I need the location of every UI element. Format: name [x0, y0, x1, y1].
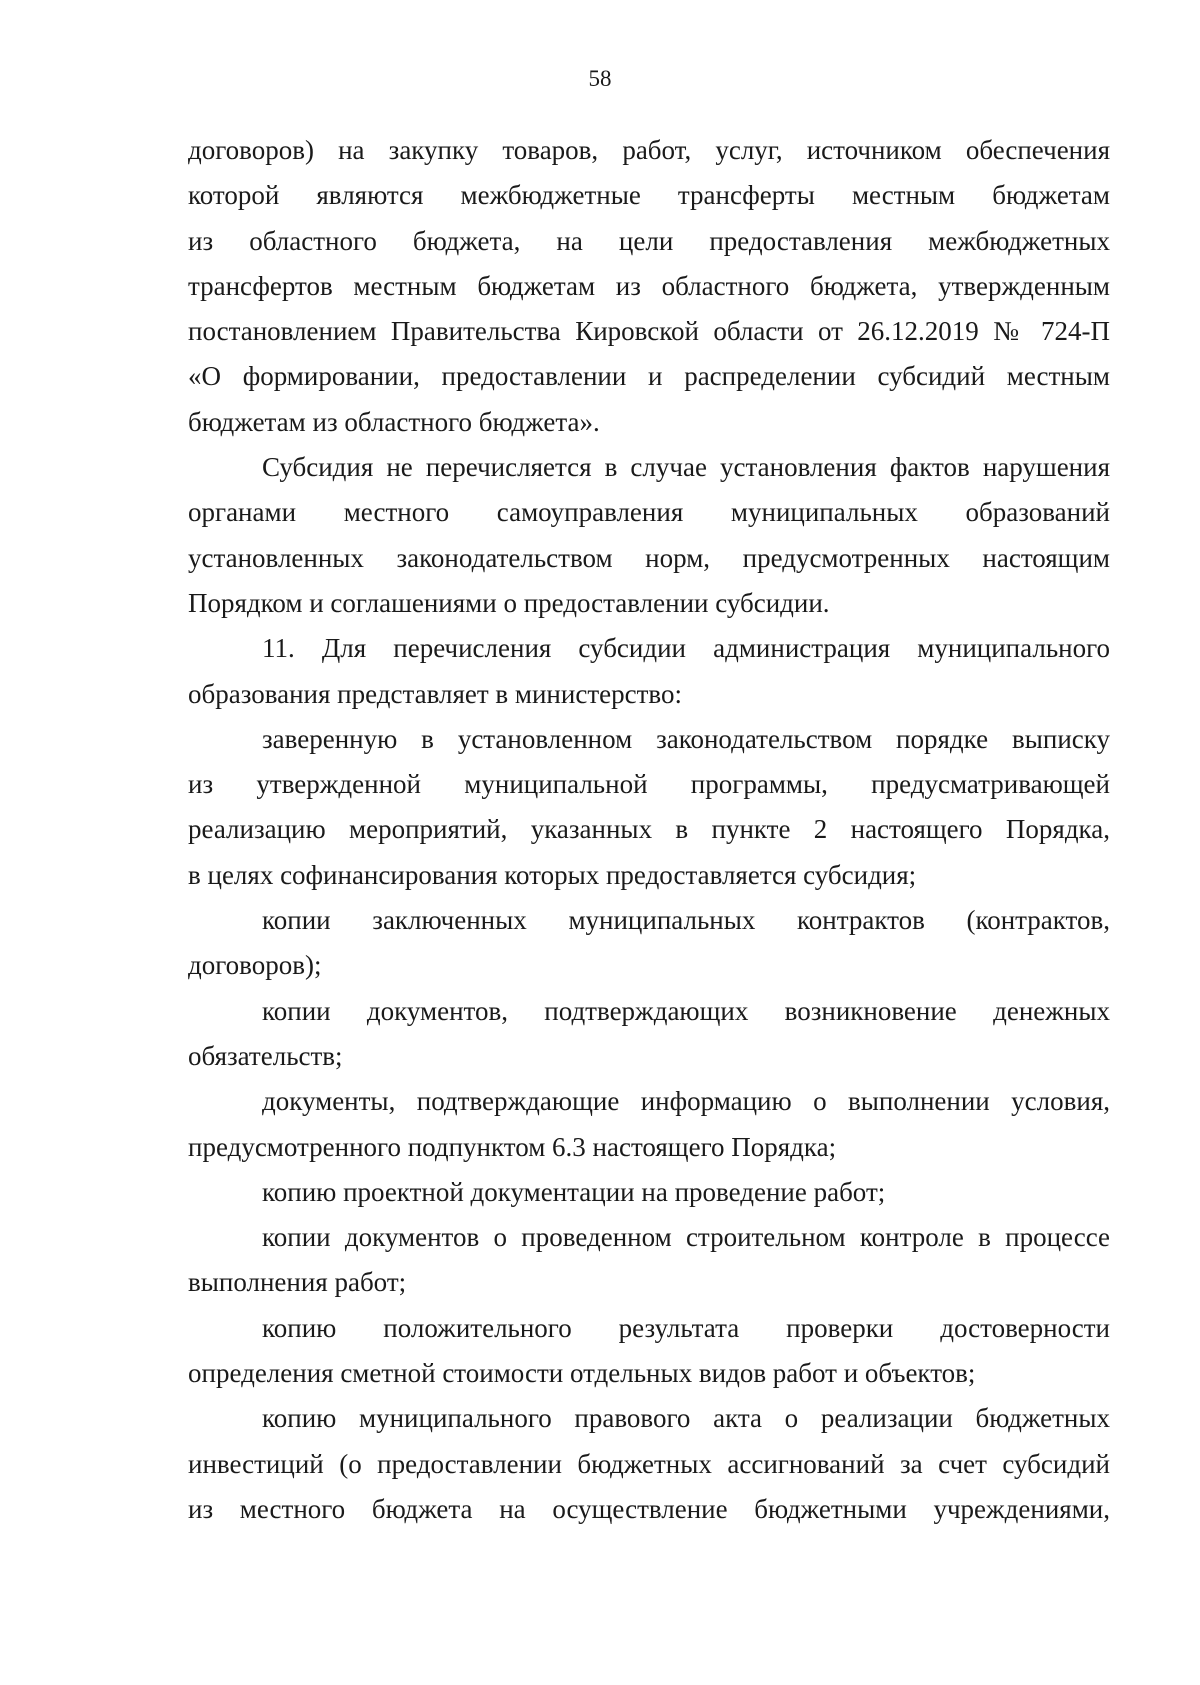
text-line: инвестиций (о предоставлении бюджетных ассигнований за счет субсидий — [188, 1448, 1110, 1479]
paragraph — [188, 626, 1110, 717]
text-line: установленных законодательством норм, предусмотренных настоящим — [188, 542, 1110, 573]
text-line: копию проектной документации на проведение работ; — [262, 1176, 886, 1207]
text-line: копию положительного результата проверки достоверности — [262, 1312, 1110, 1343]
paragraph — [188, 1306, 1110, 1397]
paragraph — [188, 717, 1110, 898]
text-line: постановлением Правительства Кировской области от 26.12.2019 № 724-П — [188, 316, 1110, 347]
text-line: копии документов, подтверждающих возникновение денежных — [262, 995, 1110, 1026]
text-line: выполнения работ; — [188, 1267, 407, 1298]
text-line: которой являются межбюджетные трансферты местным бюджетам — [188, 180, 1110, 211]
text-line: органами местного самоуправления муниципальных образований — [188, 497, 1110, 528]
text-line: документы, подтверждающие информацию о выполнении условия, — [262, 1086, 1110, 1117]
paragraph — [188, 128, 1110, 445]
page-number: 58 — [588, 66, 612, 91]
text-line: Субсидия не перечисляется в случае установления фактов нарушения — [262, 452, 1110, 483]
paragraph — [188, 445, 1110, 626]
paragraph — [188, 1396, 1110, 1532]
text-line: реализацию мероприятий, указанных в пункте 2 настоящего Порядка, — [188, 814, 1110, 845]
text-line: копию муниципального правового акта о реализации бюджетных — [262, 1403, 1110, 1434]
text-line: договоров); — [188, 950, 322, 981]
paragraph — [188, 898, 1110, 989]
text-line: определения сметной стоимости отдельных видов работ и объектов; — [188, 1358, 976, 1389]
text-line: из утвержденной муниципальной программы, предусматривающей — [188, 769, 1110, 800]
paragraph — [188, 1079, 1110, 1170]
text-line: в целях софинансирования которых предоставляется субсидия; — [188, 859, 917, 890]
text-line: заверенную в установленном законодательством порядке выписку — [262, 723, 1110, 754]
text-line: «О формировании, предоставлении и распределении субсидий местным — [188, 361, 1110, 392]
text-line: 11. Для перечисления субсидии администрация муниципального — [262, 633, 1110, 664]
text-line: копии документов о проведенном строительном контроле в процессе — [262, 1222, 1110, 1253]
text-line: из местного бюджета на осуществление бюджетными учреждениями, — [188, 1493, 1110, 1524]
paragraph — [188, 1215, 1110, 1306]
text-line: трансфертов местным бюджетам из областного бюджета, утвержденным — [188, 270, 1110, 301]
paragraph — [188, 989, 1110, 1080]
text-line: Порядком и соглашениями о предоставлении субсидии. — [188, 587, 830, 618]
text-line: из областного бюджета, на цели предоставления межбюджетных — [188, 225, 1110, 256]
text-line: обязательств; — [188, 1040, 343, 1071]
text-line: образования представляет в министерство: — [188, 678, 682, 709]
text-line: предусмотренного подпунктом 6.3 настоящего Порядка; — [188, 1131, 837, 1162]
text-line: копии заключенных муниципальных контрактов (контрактов, — [262, 905, 1110, 936]
paragraph — [188, 1170, 1110, 1215]
document-body — [188, 128, 1110, 1532]
text-line: бюджетам из областного бюджета». — [188, 406, 600, 437]
text-line: договоров) на закупку товаров, работ, услуг, источником обеспечения — [188, 135, 1110, 165]
